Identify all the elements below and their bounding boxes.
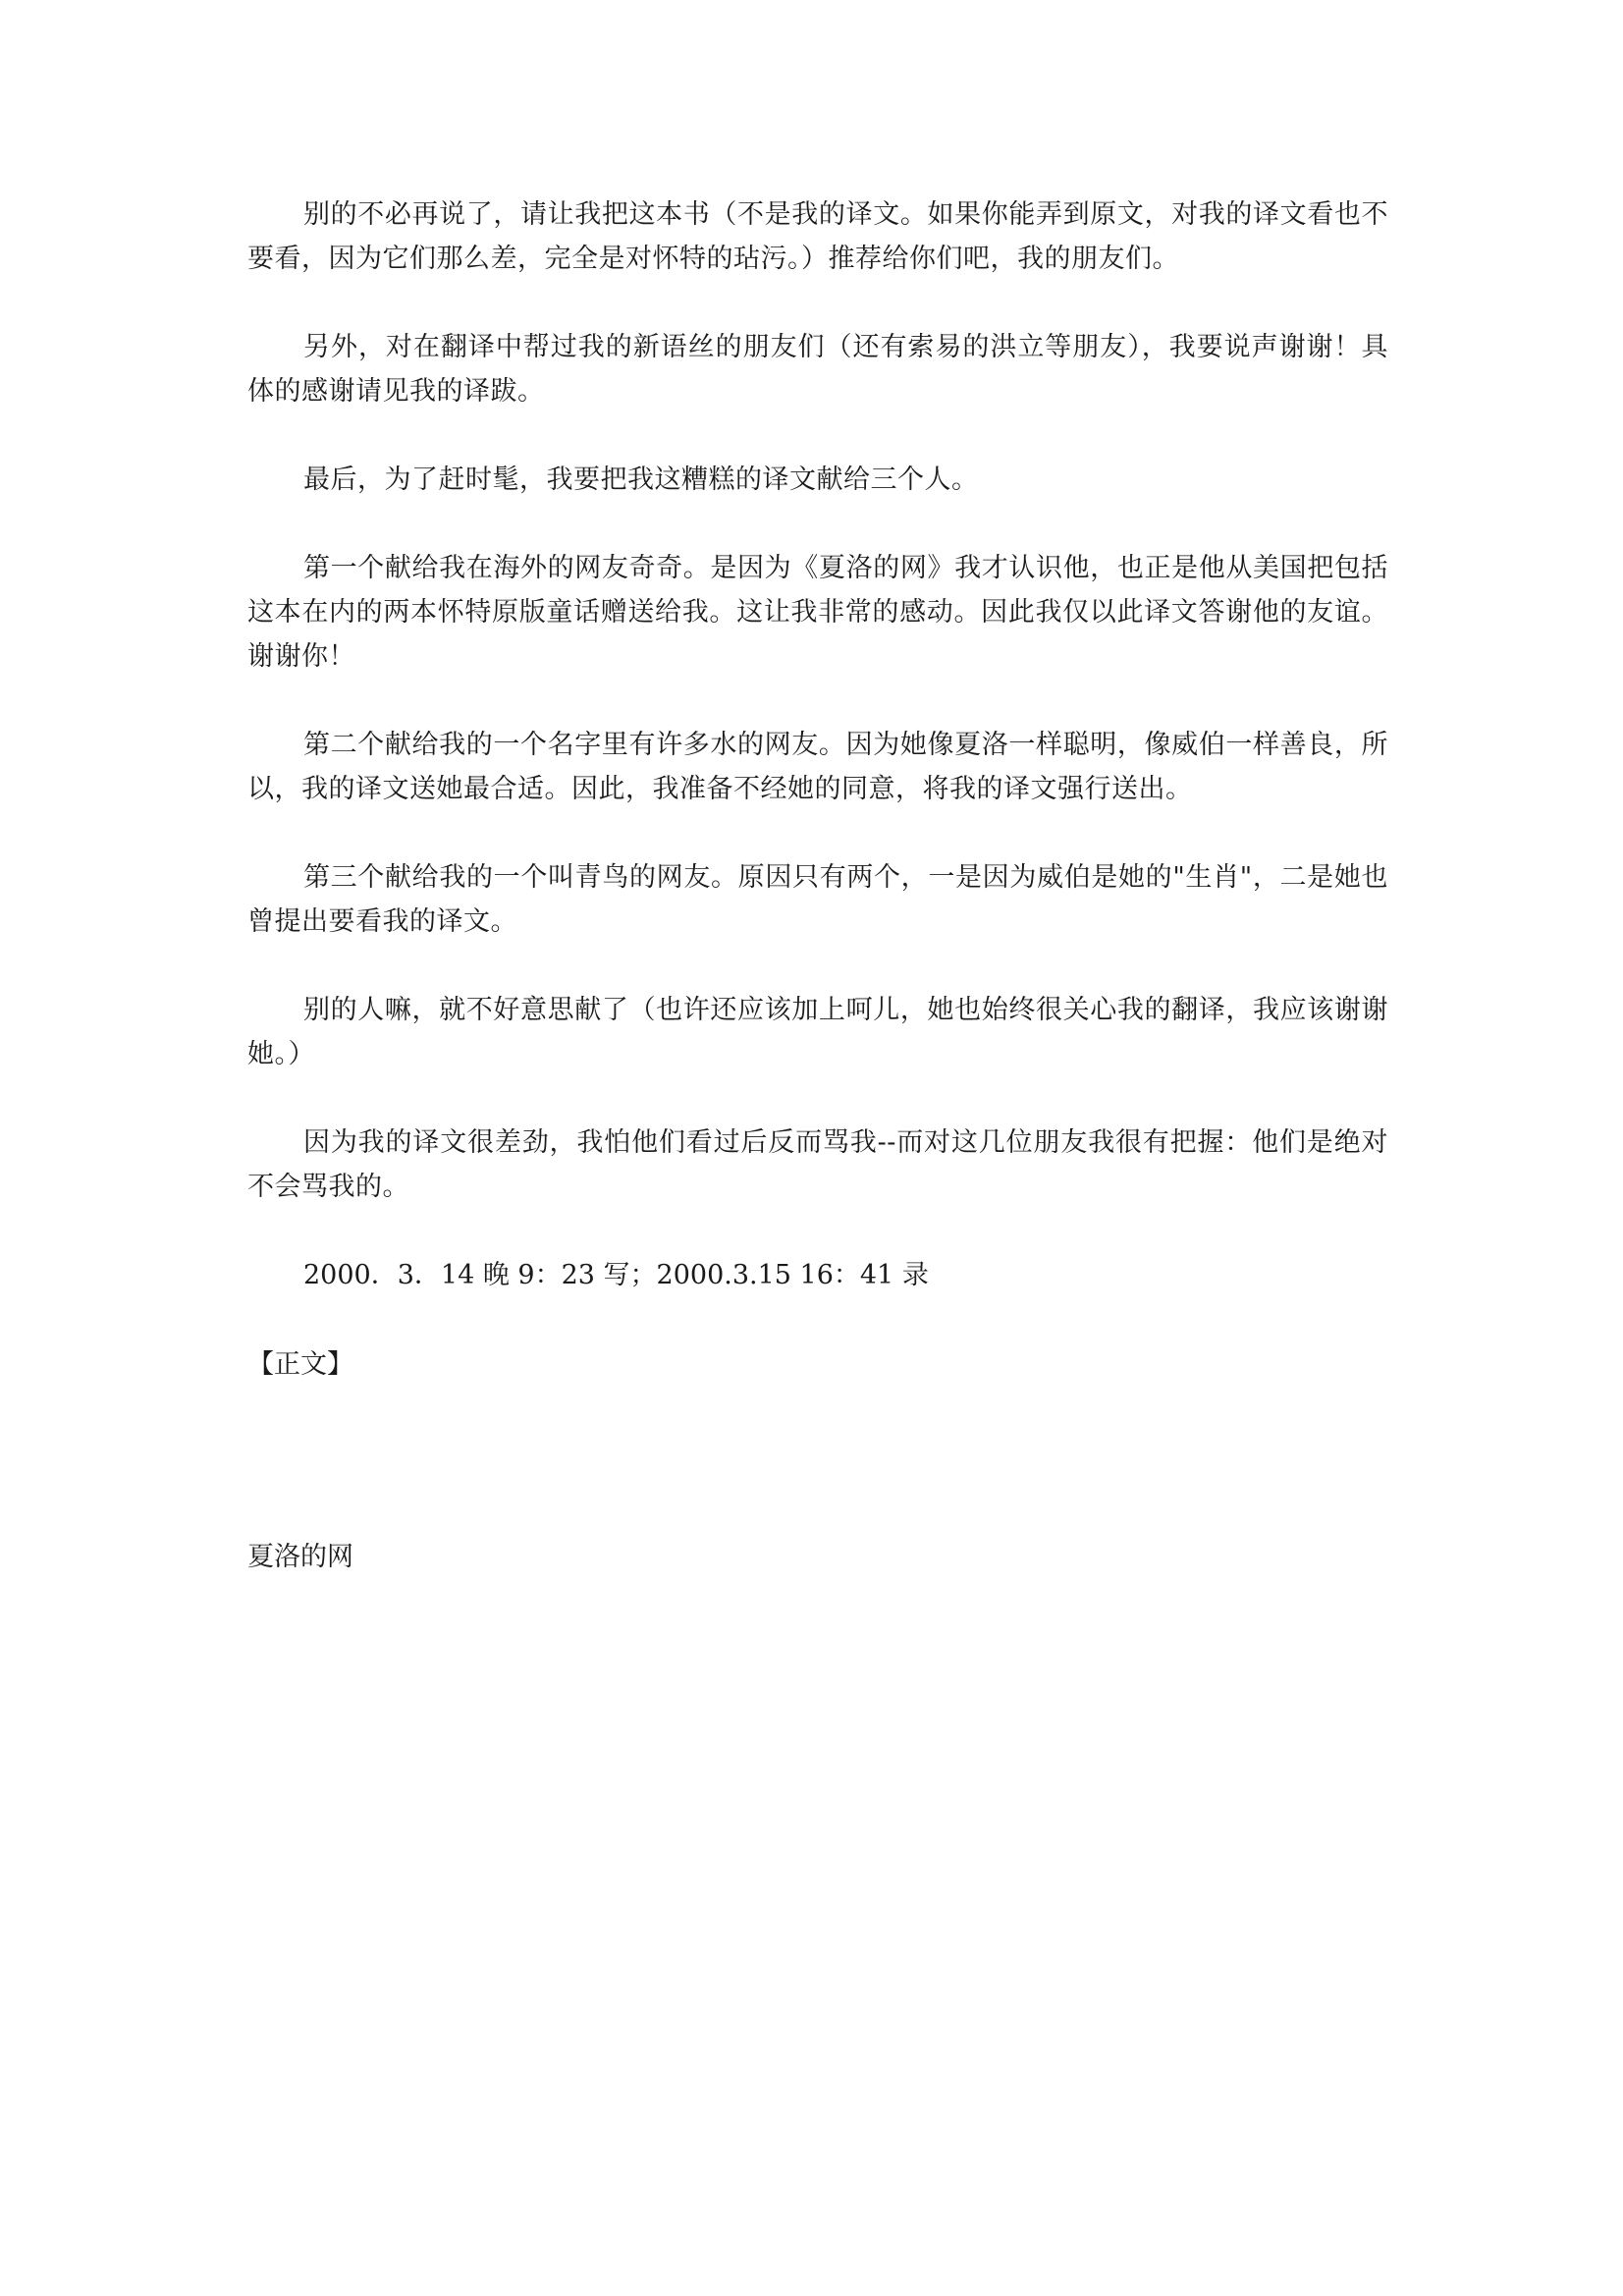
paragraph-thanks: 另外，对在翻译中帮过我的新语丝的朋友们（还有索易的洪立等朋友），我要说声谢谢！具体的感谢请见我的译跋。 xyxy=(247,332,1388,407)
date-line: 2000．3．14 晚 9：23 写；2000.3.15 16：41 录 xyxy=(303,1260,929,1290)
paragraph-dedication-third: 第三个献给我的一个叫青鸟的网友。原因只有两个，一是因为威伯是她的"生肖"，二是她也曾提出要看我的译文。 xyxy=(247,862,1388,937)
paragraph-dedication-first: 第一个献给我在海外的网友奇奇。是因为《夏洛的网》我才认识他，也正是他从美国把包括这本在内的两本怀特原版童话赠送给我。这让我非常的感动。因此我仅以此译文答谢他的友谊。谢谢你！ xyxy=(247,553,1388,672)
paragraph-closing: 因为我的译文很差劲，我怕他们看过后反而骂我--而对这几位朋友我很有把握：他们是绝对不会骂我的。 xyxy=(247,1127,1388,1202)
paragraph-dedication-second: 第二个献给我的一个名字里有许多水的网友。因为她像夏洛一样聪明，像威伯一样善良，所以，我的译文送她最合适。因此，我准备不经她的同意，将我的译文强行送出。 xyxy=(247,730,1388,804)
paragraph-others: 别的人嘛，就不好意思献了（也许还应该加上呵儿，她也始终很关心我的翻译，我应该谢谢她。） xyxy=(247,995,1388,1069)
paragraph-recommendation: 别的不必再说了，请让我把这本书（不是我的译文。如果你能弄到原文，对我的译文看也不要看，因为它们那么差，完全是对怀特的玷污。）推荐给你们吧，我的朋友们。 xyxy=(247,199,1388,274)
book-title: 夏洛的网 xyxy=(247,1542,353,1572)
paragraph-dedication-intro: 最后，为了赶时髦，我要把我这糟糕的译文献给三个人。 xyxy=(303,465,979,495)
section-label-main-text: 【正文】 xyxy=(247,1349,353,1380)
preface-body xyxy=(247,192,1388,1297)
